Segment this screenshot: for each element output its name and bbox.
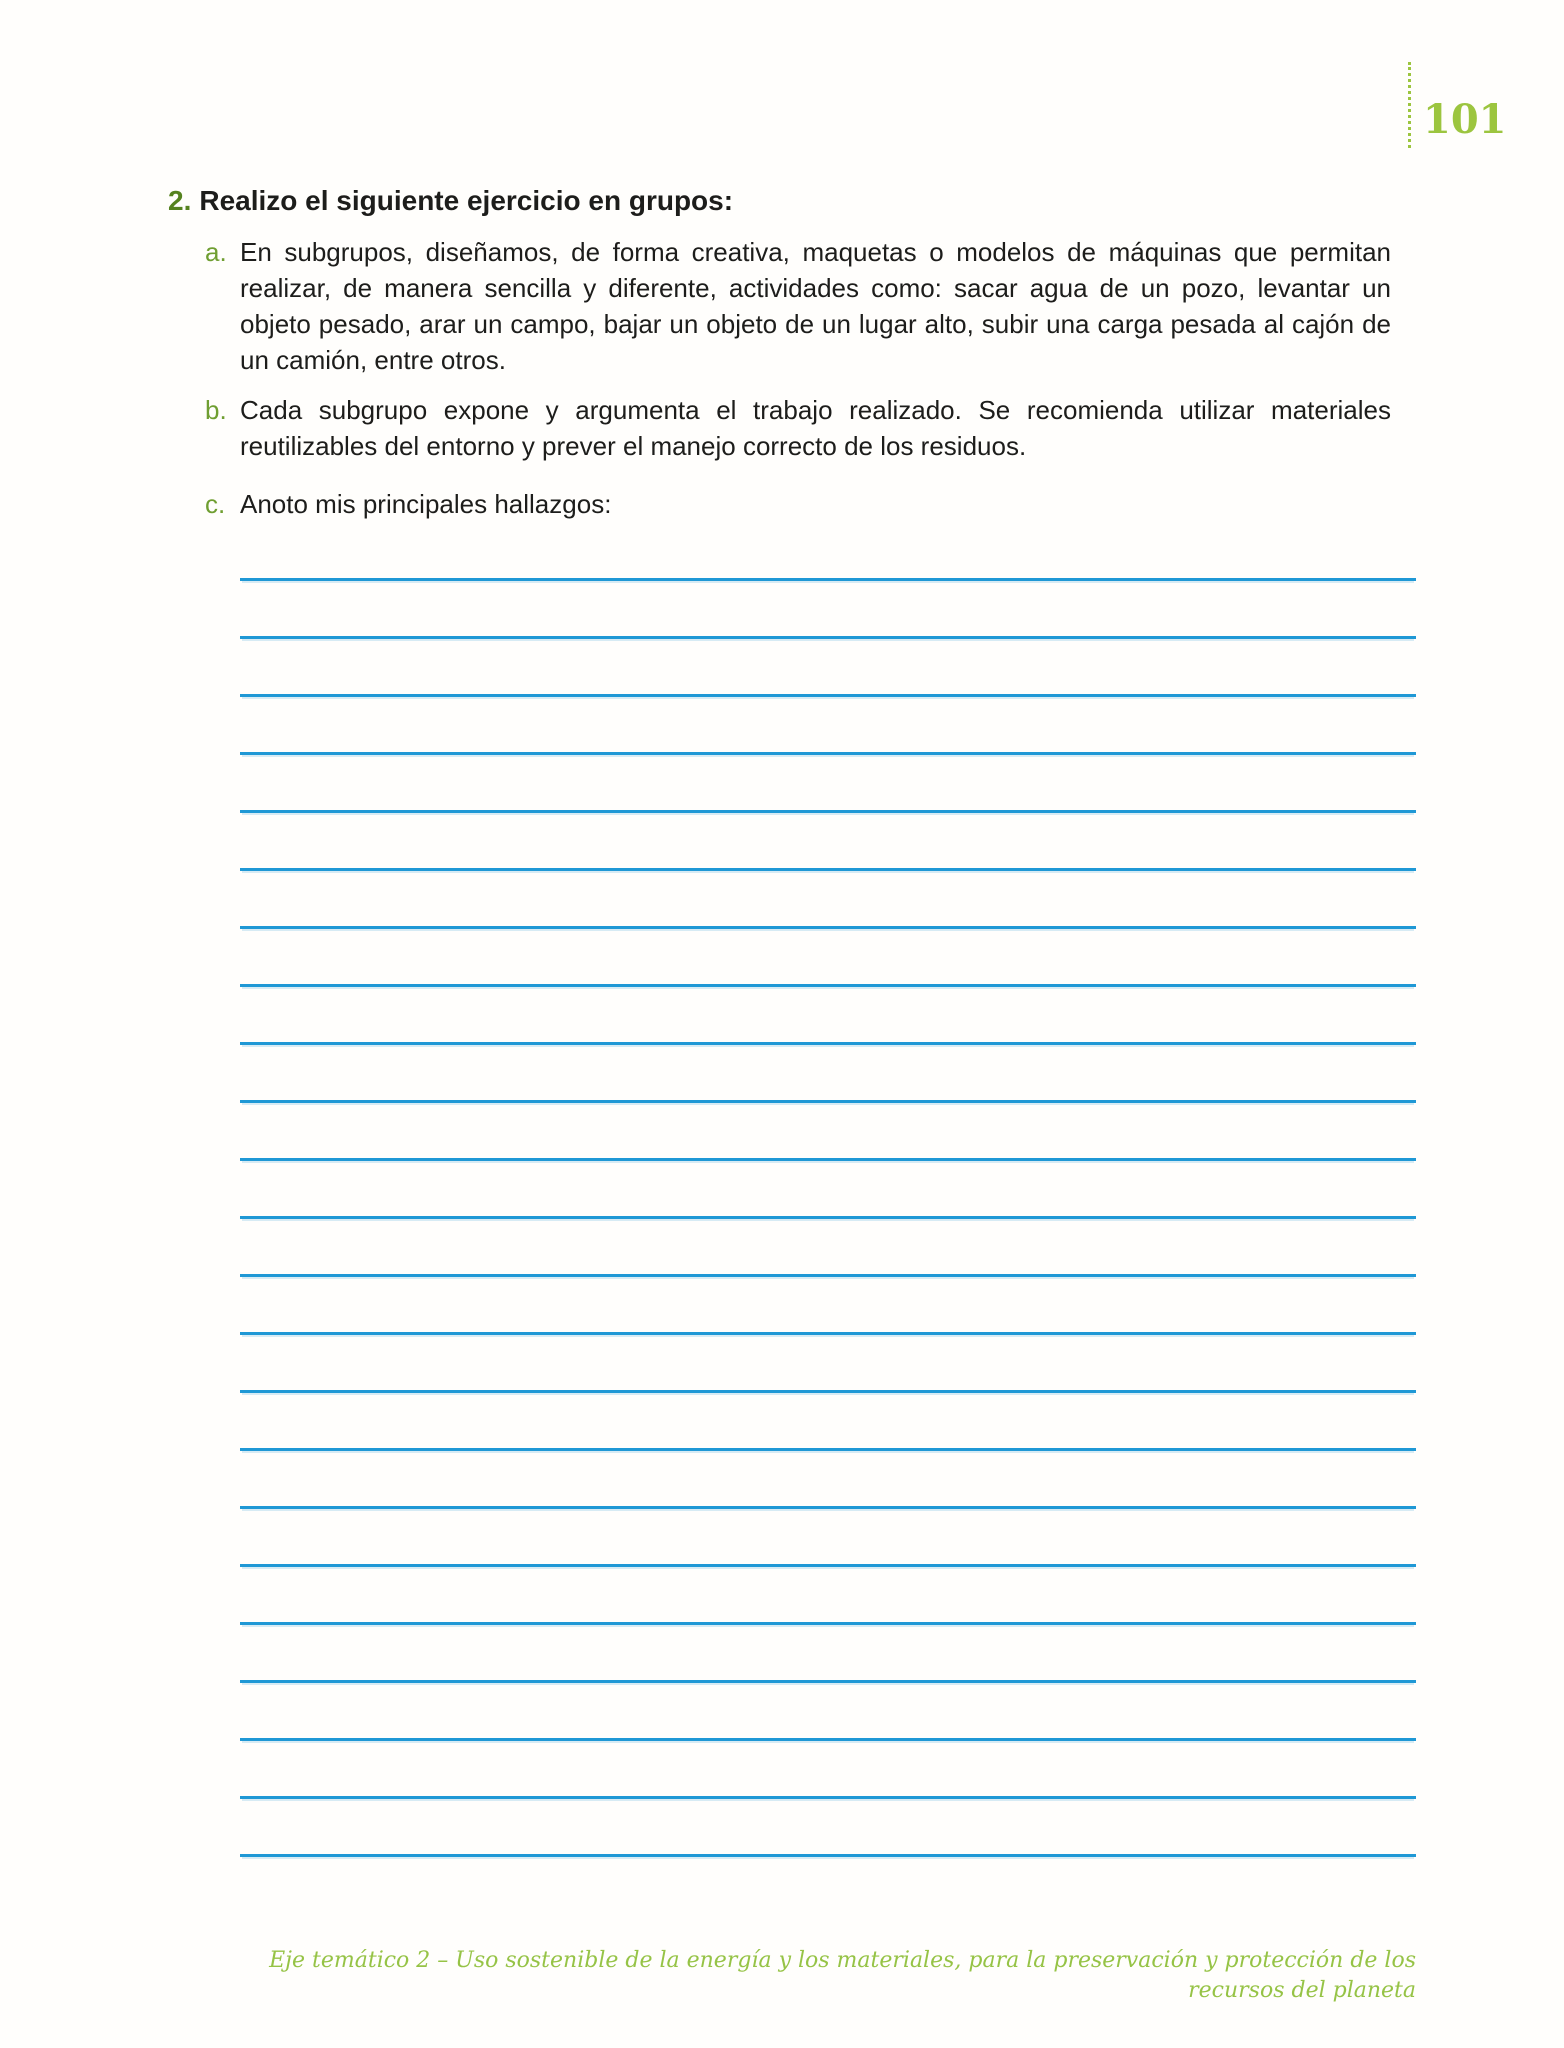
answer-line	[240, 523, 1416, 581]
exercise-number: 2.	[168, 185, 192, 216]
answer-line	[240, 1509, 1416, 1567]
answer-line	[240, 1103, 1416, 1161]
answer-line	[240, 1393, 1416, 1451]
item-text-c: Anoto mis principales hallazgos:	[240, 489, 612, 519]
list-item-b	[205, 392, 1391, 464]
page-number-block	[1408, 60, 1528, 160]
item-text-a: En subgrupos, diseñamos, de forma creativa, maquetas o modelos de máquinas que permitan realizar, de manera sencilla y diferente, actividades como: sacar agua de un pozo, levantar un objeto pesado, arar un campo, bajar un objeto de un lugar alto, subir una carga pesada al cajón de un camión, entre otros.	[240, 237, 1391, 375]
list-item-c	[205, 486, 1391, 522]
answer-line	[240, 1799, 1416, 1857]
answer-line	[240, 1161, 1416, 1219]
answer-line	[240, 813, 1416, 871]
footer-text: Eje temático 2 – Uso sostenible de la energía y los materiales, para la preservación y protección de los recursos del planeta	[269, 1948, 1416, 2003]
answer-line	[240, 1683, 1416, 1741]
answer-line	[240, 639, 1416, 697]
answer-line	[240, 1219, 1416, 1277]
item-letter-a: a.	[205, 237, 227, 267]
exercise-title: Realizo el siguiente ejercicio en grupos:	[199, 185, 734, 216]
answer-line	[240, 1625, 1416, 1683]
page-number: 101	[1423, 96, 1507, 143]
answer-line	[240, 929, 1416, 987]
answer-lines-block	[240, 523, 1416, 1857]
answer-line	[240, 1045, 1416, 1103]
answer-line	[240, 1335, 1416, 1393]
answer-line	[240, 987, 1416, 1045]
item-letter-b: b.	[205, 395, 227, 425]
item-text-b: Cada subgrupo expone y argumenta el trabajo realizado. Se recomienda utilizar materiales reutilizables del entorno y prever el manejo correcto de los residuos.	[240, 395, 1391, 461]
answer-line	[240, 1451, 1416, 1509]
list-item-a	[205, 234, 1391, 378]
answer-line	[240, 697, 1416, 755]
item-letter-c: c.	[205, 489, 226, 519]
answer-line	[240, 1567, 1416, 1625]
answer-line	[240, 581, 1416, 639]
answer-line	[240, 1277, 1416, 1335]
dotted-divider	[1408, 62, 1411, 148]
answer-line	[240, 871, 1416, 929]
exercise-heading	[168, 183, 1398, 219]
answer-line	[240, 755, 1416, 813]
answer-line	[240, 1741, 1416, 1799]
